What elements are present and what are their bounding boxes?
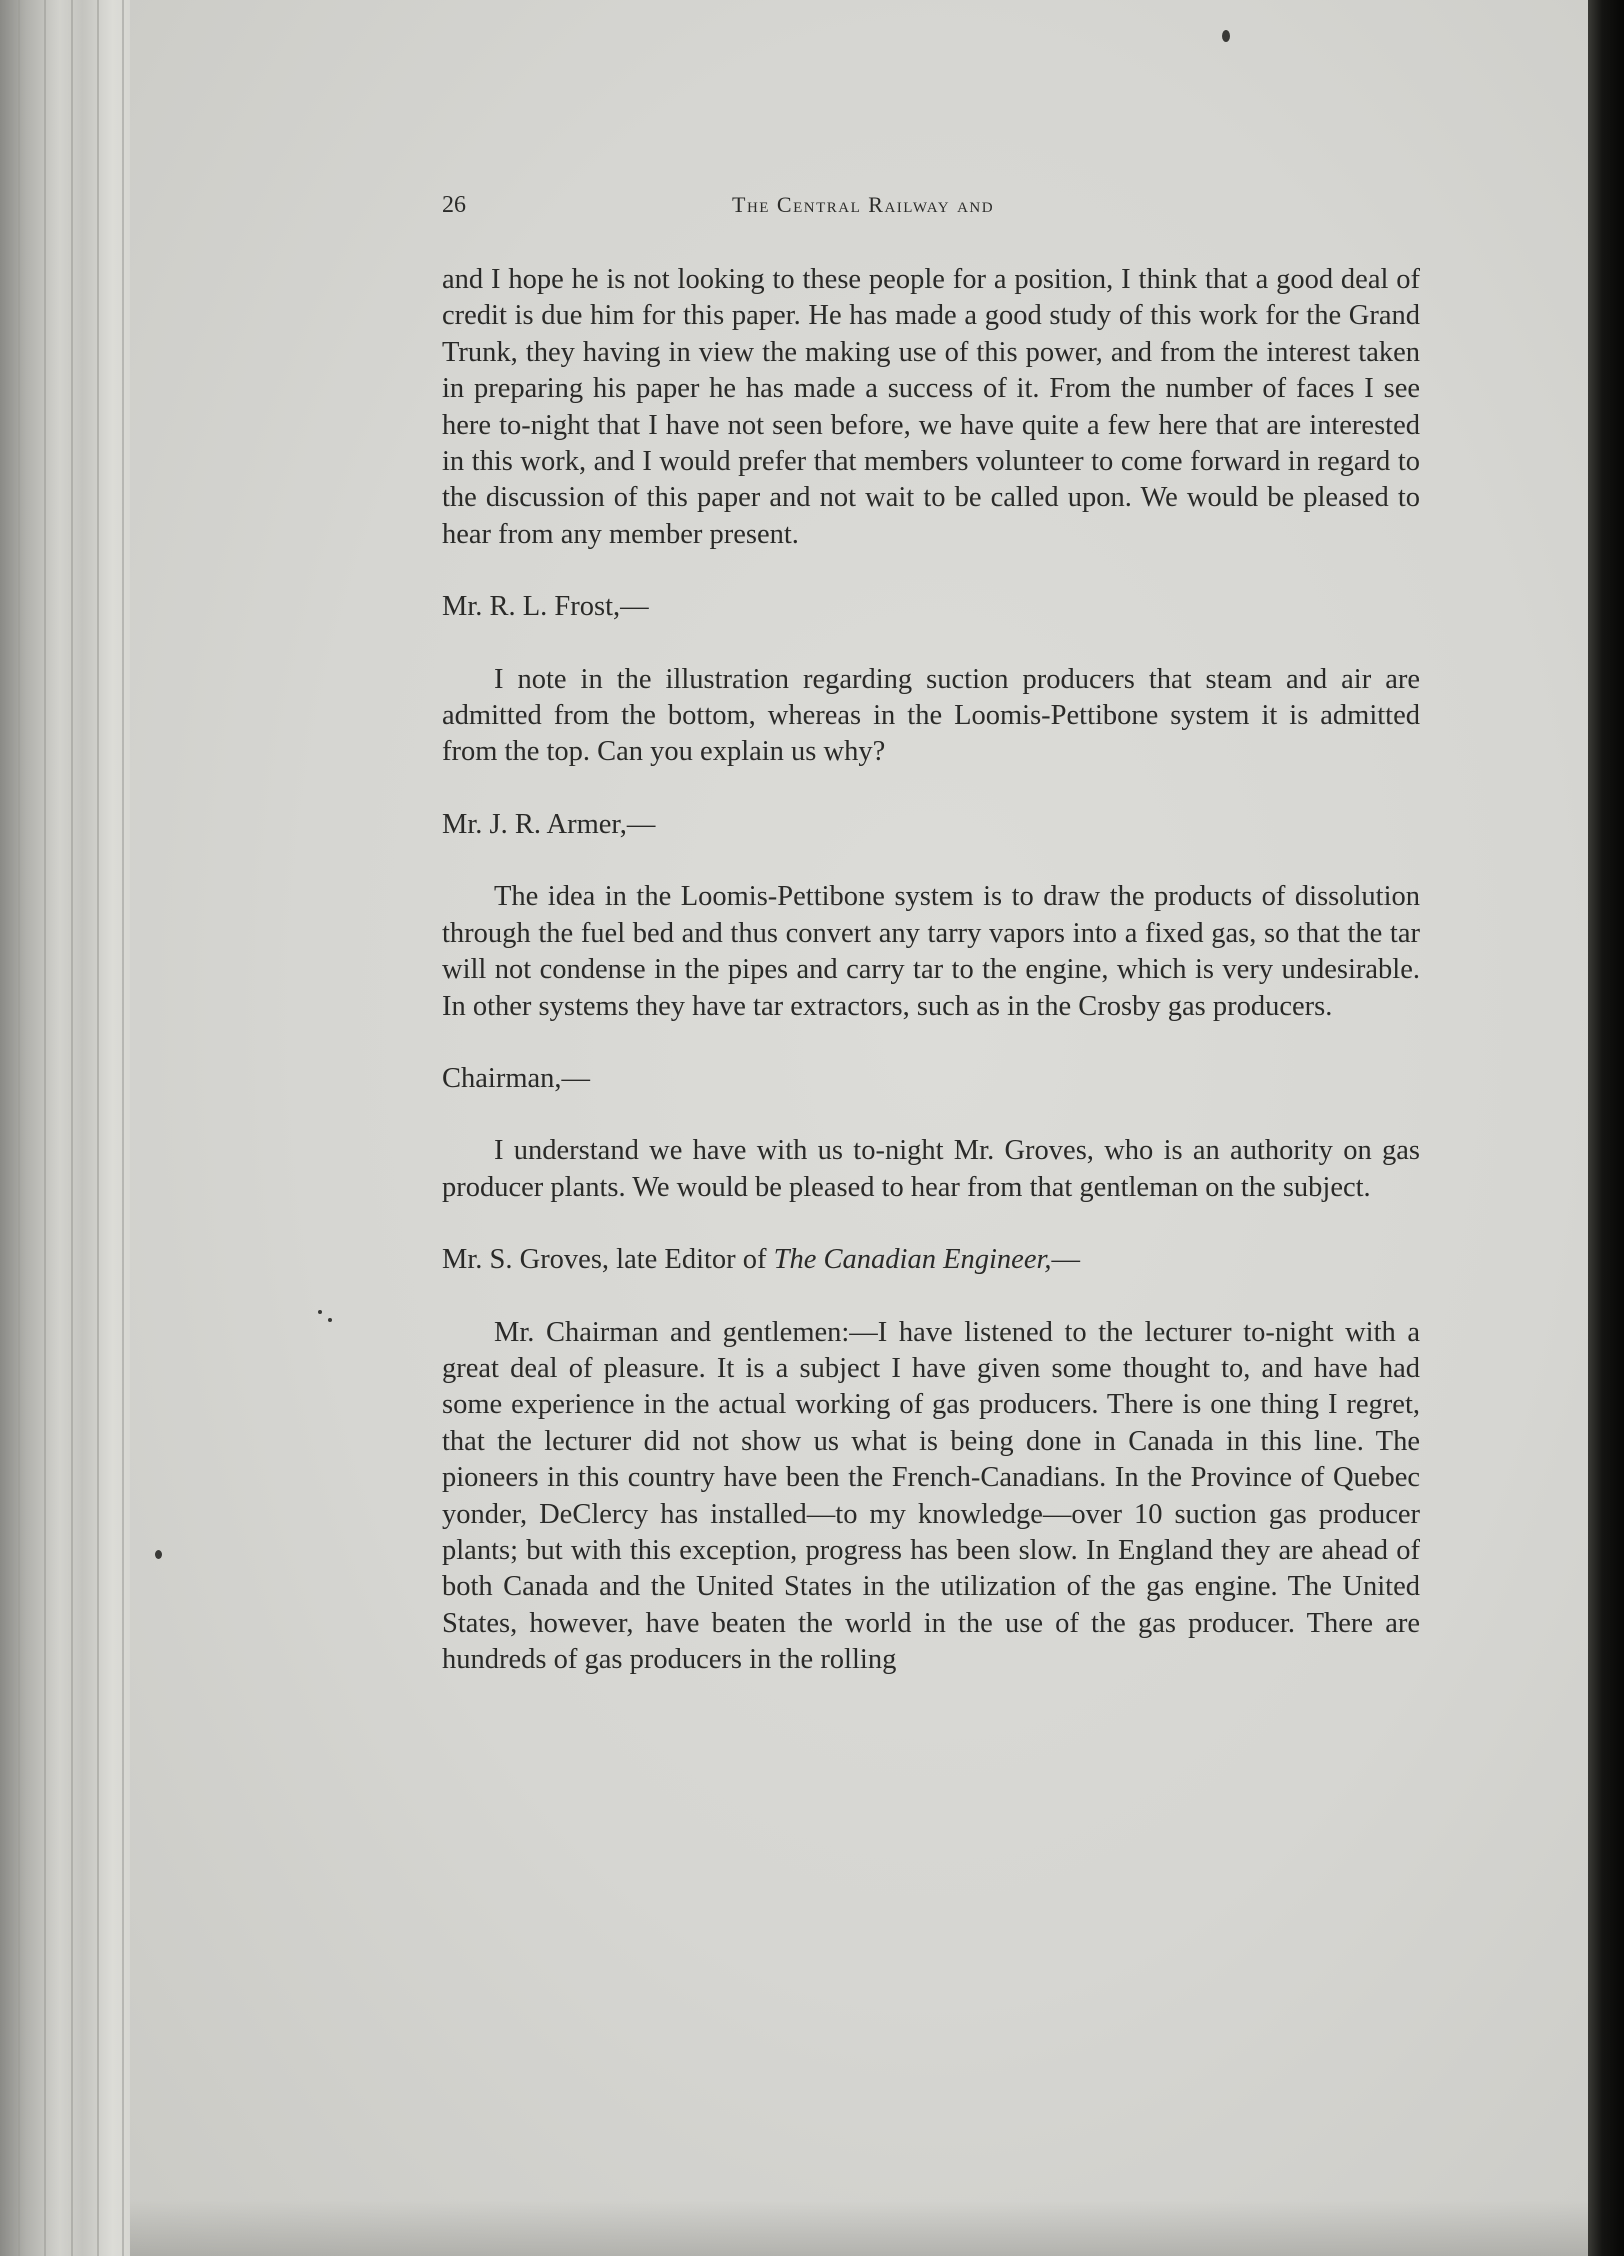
publication-title: The Canadian Engineer, bbox=[773, 1244, 1052, 1276]
page-edge-line bbox=[122, 0, 124, 2256]
page-header bbox=[442, 192, 1420, 232]
speaker-groves bbox=[442, 1242, 1420, 1278]
ink-speck bbox=[1222, 30, 1230, 42]
paragraph-continuation: and I hope he is not looking to these people for a position, I think that a good deal of credit is due him for this paper. He has made a good study of this work for the Grand Trunk, they having in view the making use of this power, and from the interest taken in preparing his paper he has made a success of it. From the number of faces I see here to-night that I have not seen before, we have quite a few here that are interested in this work, and I would prefer that members volunteer to come forward in regard to the discussion of this paper and not wait to be called upon. We would be pleased to hear from any member present. bbox=[442, 264, 1420, 550]
ink-speck bbox=[155, 1550, 162, 1559]
scan-border-right bbox=[1588, 0, 1624, 2256]
paragraph-armer: The idea in the Loomis-Pettibone system is to draw the products of dissolution through the fuel bed and thus convert any tarry vapors into a fixed gas, so that the tar will not condense in the pipes and carry tar to the engine, which is very undesirable. In other systems they have tar extractors, such as in the Crosby gas producers. bbox=[442, 881, 1420, 1022]
paragraph-chairman: I understand we have with us to-night Mr. Groves, who is an authority on gas producer plants. We would be pleased to hear from that gentleman on the subject. bbox=[442, 1135, 1420, 1203]
ink-speck bbox=[318, 1310, 322, 1314]
page-edge-line bbox=[18, 0, 20, 2256]
ink-speck bbox=[328, 1318, 332, 1322]
page-number: 26 bbox=[442, 192, 466, 218]
page-edge-line bbox=[71, 0, 73, 2256]
speaker-groves-name: Mr. S. Groves, late Editor of bbox=[442, 1244, 774, 1276]
paragraph-groves: Mr. Chairman and gentlemen:—I have listened to the lecturer to-night with a great deal of pleasure. It is a subject I have given some thought to, and have had some experience in the actual working of gas producers. There is one thing I regret, that the lecturer did not show us what is being done in Canada in this line. The pioneers in this country have been the French-Canadians. In the Province of Quebec yonder, DeClercy has installed—to my knowledge—over 10 suction gas producer plants; but with this exception, progress has been slow. In England they are ahead of both Canada and the United States in the utilization of the gas engine. The United States, however, have beaten the world in the use of the gas producer. There are hundreds of gas producers in the rolling bbox=[442, 1316, 1420, 1676]
paragraph-frost: I note in the illustration regarding suction producers that steam and air are admitted from the bottom, whereas in the Loomis-Pettibone system it is admitted from the top. Can you explain us why? bbox=[442, 663, 1420, 768]
speaker-armer: Mr. J. R. Armer,— bbox=[442, 808, 656, 840]
running-title: The Central Railway and bbox=[732, 192, 995, 217]
page-edge-line bbox=[97, 0, 99, 2256]
speaker-groves-dash: — bbox=[1051, 1244, 1081, 1276]
speaker-frost: Mr. R. L. Frost,— bbox=[442, 591, 649, 623]
speaker-chairman: Chairman,— bbox=[442, 1062, 591, 1094]
body-text bbox=[442, 262, 1420, 1679]
page-edge-line bbox=[44, 0, 46, 2256]
book-gutter bbox=[0, 0, 150, 2256]
page-bottom-shadow bbox=[130, 2200, 1590, 2256]
